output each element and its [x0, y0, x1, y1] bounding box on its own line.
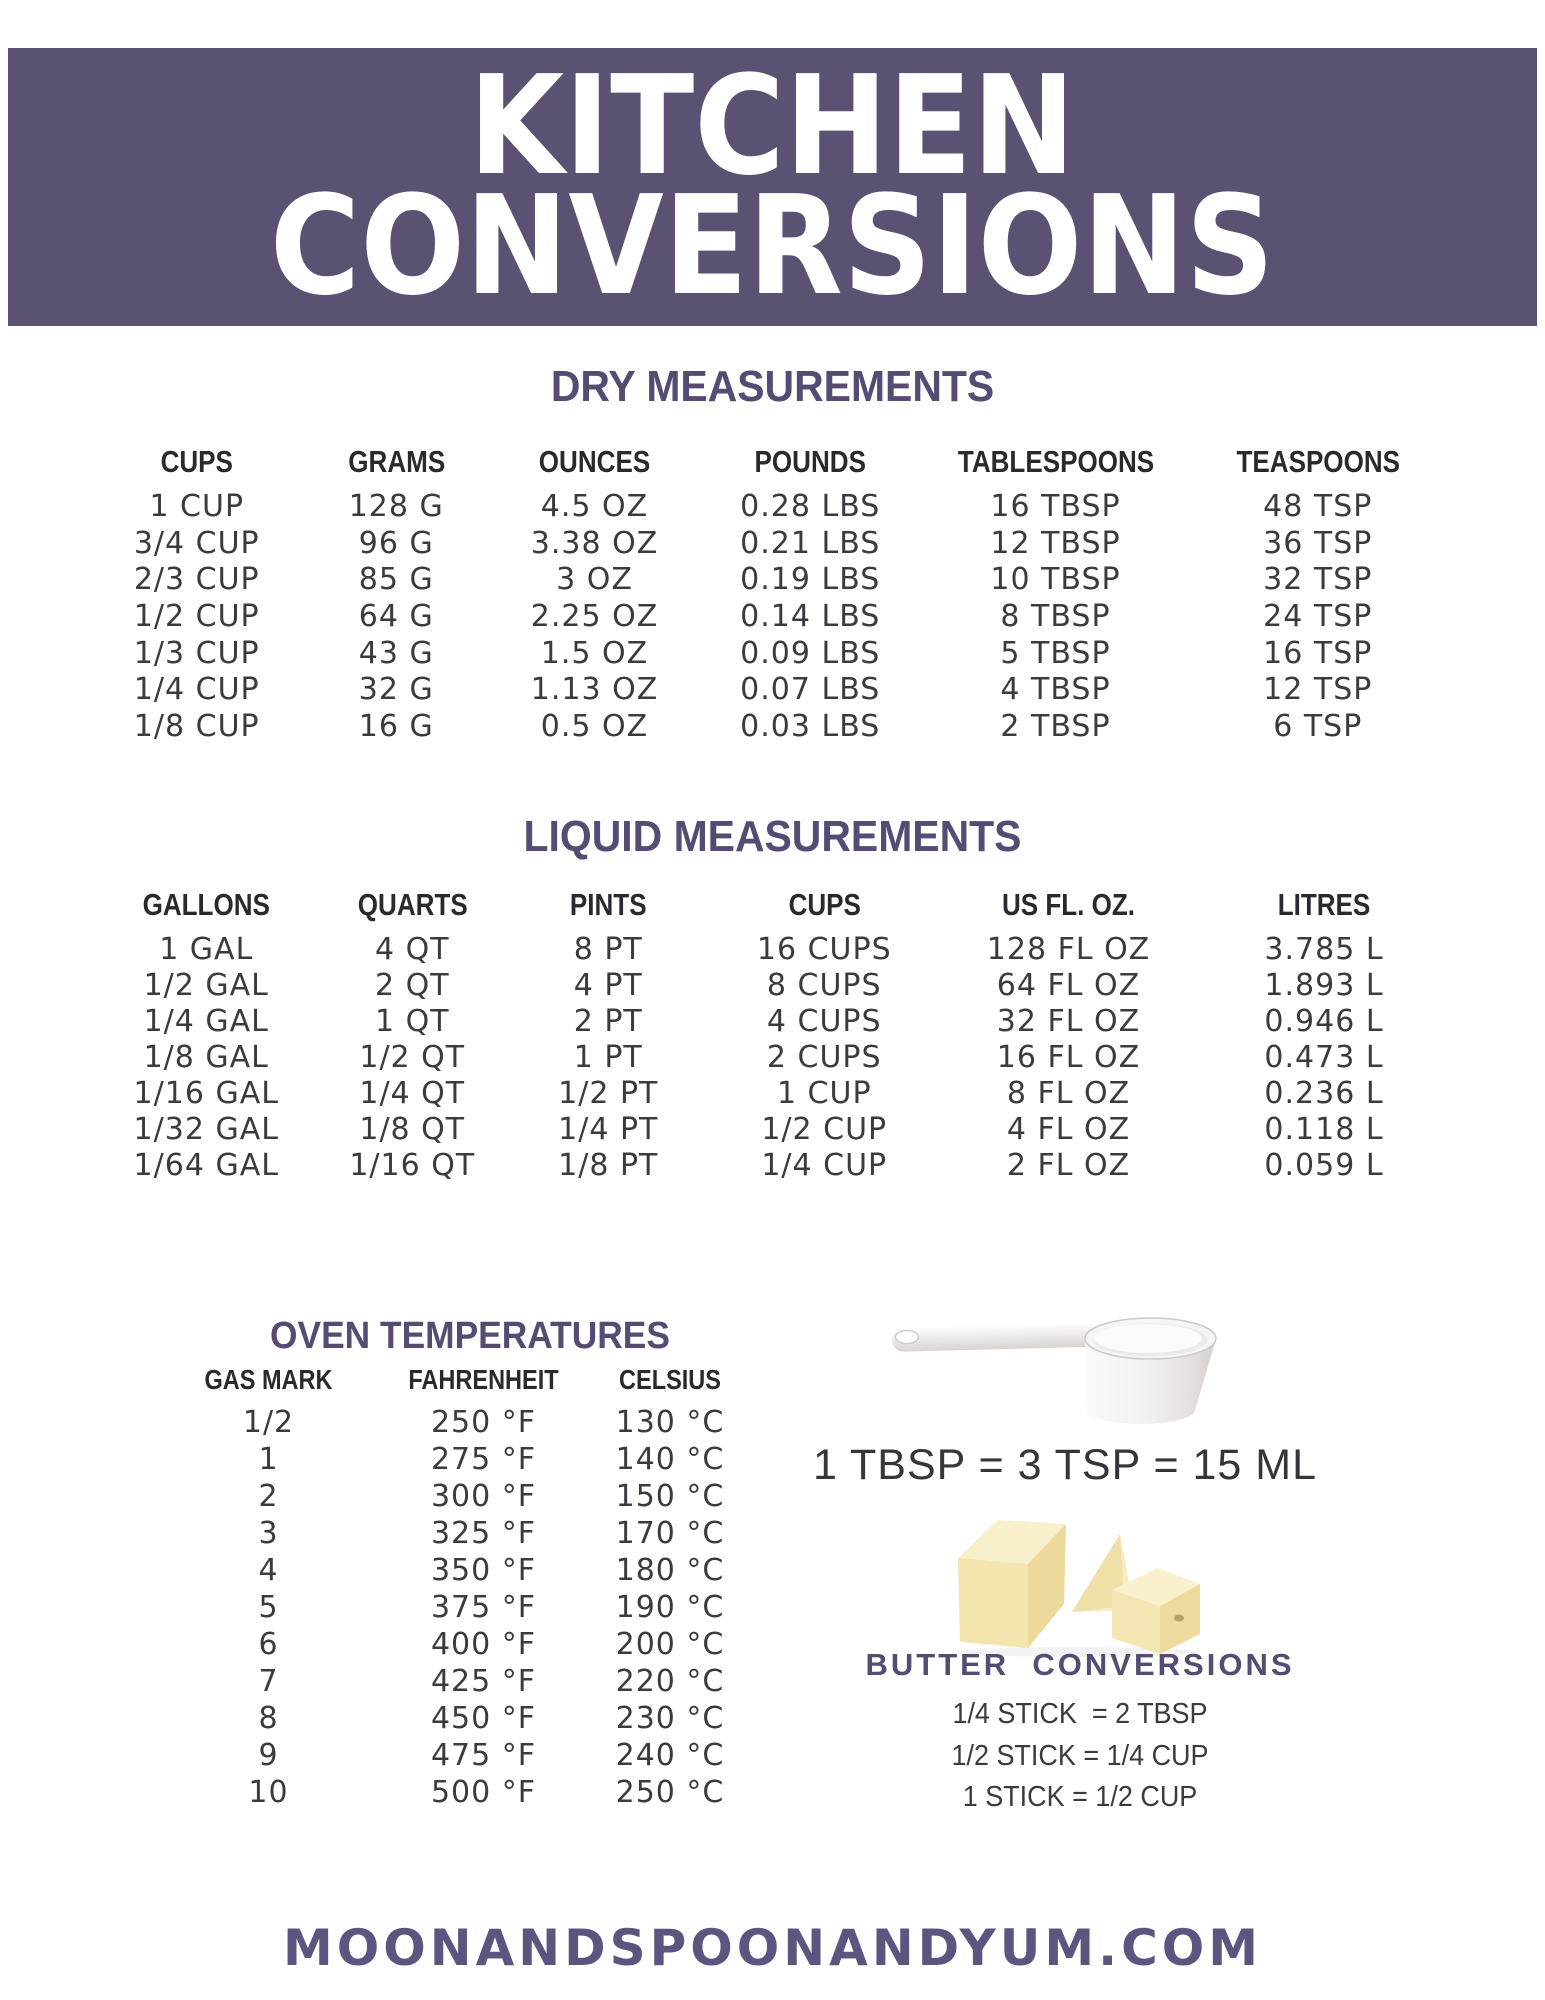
- table-cell: 0.09 LBS: [740, 635, 881, 671]
- table-cell: 9: [258, 1738, 279, 1773]
- table-cell: 5 TBSP: [1000, 635, 1111, 671]
- table-cell: 8: [258, 1701, 279, 1736]
- table-cell: 2 QT: [374, 967, 450, 1003]
- table-cell: 6: [258, 1627, 279, 1662]
- column-header: CELSIUS: [619, 1364, 721, 1395]
- title-banner: [8, 48, 1537, 326]
- table-cell: 32 FL OZ: [996, 1003, 1141, 1039]
- table-cell: 375 °F: [430, 1590, 537, 1625]
- table-cell: 32 TSP: [1263, 562, 1373, 598]
- column-header: GRAMS: [347, 444, 445, 479]
- table-cell: 130 °C: [615, 1405, 725, 1440]
- table-cell: 170 °C: [615, 1516, 725, 1551]
- table-cell: 0.118 L: [1264, 1111, 1384, 1147]
- table-cell: 0.059 L: [1264, 1147, 1384, 1183]
- table-cell: 48 TSP: [1263, 488, 1373, 524]
- table-cell: 4 FL OZ: [1006, 1111, 1131, 1147]
- table-cell: 1/2 GAL: [143, 967, 269, 1003]
- table-cell: 3.785 L: [1264, 931, 1384, 967]
- table-cell: 8 CUPS: [766, 967, 882, 1003]
- table-cell: 0.946 L: [1264, 1003, 1384, 1039]
- table-cell: 12 TSP: [1263, 672, 1373, 708]
- table-cell: 500 °F: [430, 1775, 537, 1810]
- table-cell: 1/2: [242, 1405, 295, 1440]
- table-cell: 12 TBSP: [990, 525, 1121, 561]
- column-header: GAS MARK: [204, 1364, 333, 1395]
- table-cell: 240 °C: [615, 1738, 725, 1773]
- table-cell: 24 TSP: [1263, 598, 1373, 634]
- table-cell: 350 °F: [430, 1553, 537, 1588]
- column-header: FAHRENHEIT: [408, 1364, 559, 1395]
- table-cell: 300 °F: [430, 1479, 537, 1514]
- table-cell: 1 QT: [374, 1003, 450, 1039]
- table-cell: 1/16 GAL: [133, 1075, 279, 1111]
- table-cell: 1/4 PT: [558, 1111, 659, 1147]
- table-cell: 250 °C: [615, 1775, 725, 1810]
- table-cell: 1/8 QT: [359, 1111, 466, 1147]
- column-header: TEASPOONS: [1235, 444, 1400, 479]
- column-header: POUNDS: [754, 444, 866, 479]
- table-cell: 450 °F: [430, 1701, 537, 1736]
- table-cell: 6 TSP: [1273, 708, 1363, 744]
- dry-measurements-heading: DRY MEASUREMENTS: [550, 362, 995, 411]
- table-cell: 16 TBSP: [990, 488, 1121, 524]
- table-cell: 96 G: [358, 525, 434, 561]
- table-cell: 8 TBSP: [1000, 598, 1111, 634]
- table-cell: 3 OZ: [556, 562, 633, 598]
- table-cell: 4: [258, 1553, 279, 1588]
- table-cell: 2 FL OZ: [1006, 1147, 1131, 1183]
- table-cell: 0.236 L: [1264, 1075, 1384, 1111]
- table-cell: 4 PT: [573, 967, 643, 1003]
- page-title-line-1: KITCHEN: [469, 47, 1076, 206]
- table-cell: 4 CUPS: [766, 1003, 882, 1039]
- website-footer: MOONANDSPOONANDYUM.COM: [282, 1919, 1263, 1977]
- table-cell: 1.13 OZ: [530, 672, 659, 708]
- table-cell: 1/4 GAL: [143, 1003, 269, 1039]
- table-cell: 0.21 LBS: [740, 525, 881, 561]
- table-cell: 10: [248, 1775, 289, 1810]
- table-cell: 1/2 QT: [359, 1039, 466, 1075]
- table-cell: 150 °C: [615, 1479, 725, 1514]
- table-cell: 1.5 OZ: [540, 635, 649, 671]
- oven-temperatures-heading: OVEN TEMPERATURES: [270, 1315, 670, 1357]
- butter-image: [948, 1508, 1210, 1658]
- table-cell: 2 CUPS: [766, 1039, 882, 1075]
- table-cell: 128 G: [348, 488, 444, 524]
- table-cell: 0.19 LBS: [740, 562, 881, 598]
- table-cell: 16 G: [358, 708, 434, 744]
- liquid-measurements-heading: LIQUID MEASUREMENTS: [523, 812, 1022, 861]
- spoon-handle: [892, 1323, 1119, 1352]
- table-cell: 3.38 OZ: [530, 525, 659, 561]
- table-cell: 140 °C: [615, 1442, 725, 1477]
- table-cell: 425 °F: [430, 1664, 537, 1699]
- table-cell: 230 °C: [615, 1701, 725, 1736]
- table-cell: 0.28 LBS: [740, 488, 881, 524]
- column-header: PINTS: [569, 887, 647, 922]
- table-cell: 4.5 OZ: [540, 488, 649, 524]
- table-cell: 1/32 GAL: [133, 1111, 279, 1147]
- table-cell: 1 GAL: [159, 931, 254, 967]
- table-cell: 475 °F: [430, 1738, 537, 1773]
- page-title-line-2: CONVERSIONS: [270, 167, 1275, 326]
- table-cell: 180 °C: [615, 1553, 725, 1588]
- table-cell: 1/64 GAL: [133, 1147, 279, 1183]
- table-cell: 16 CUPS: [756, 931, 892, 967]
- table-cell: 5: [258, 1590, 279, 1625]
- table-cell: 2 PT: [573, 1003, 643, 1039]
- column-header: OUNCES: [538, 444, 651, 479]
- table-cell: 1: [258, 1442, 279, 1477]
- table-cell: 64 G: [358, 598, 434, 634]
- table-cell: 1/8 GAL: [143, 1039, 269, 1075]
- table-cell: 8 FL OZ: [1006, 1075, 1131, 1111]
- table-cell: 0.03 LBS: [740, 708, 881, 744]
- table-cell: 220 °C: [615, 1664, 725, 1699]
- table-cell: 1 PT: [573, 1039, 643, 1075]
- table-cell: 2 TBSP: [1000, 708, 1111, 744]
- table-cell: 1.893 L: [1264, 967, 1384, 1003]
- table-cell: 32 G: [358, 672, 434, 708]
- table-cell: 2: [258, 1479, 279, 1514]
- table-cell: 1/4 QT: [359, 1075, 466, 1111]
- table-cell: 0.5 OZ: [540, 708, 649, 744]
- table-cell: 190 °C: [615, 1590, 725, 1625]
- tbsp-tsp-ml-equation: 1 TBSP = 3 TSP = 15 ML: [812, 1441, 1318, 1489]
- table-cell: 3/4 CUP: [133, 525, 260, 561]
- table-cell: 0.473 L: [1264, 1039, 1384, 1075]
- column-header: CUPS: [788, 887, 861, 922]
- column-header: CUPS: [160, 444, 233, 479]
- table-cell: 1/8 CUP: [133, 708, 260, 744]
- liquid-measurements-table: [95, 879, 1450, 1183]
- table-cell: 325 °F: [430, 1516, 537, 1551]
- table-cell: 8 PT: [573, 931, 643, 967]
- butter-block-large: [958, 1520, 1066, 1648]
- measuring-cup-image: [858, 1298, 1238, 1434]
- table-cell: 1/2 CUP: [761, 1111, 888, 1147]
- dry-measurements-table: [95, 436, 1450, 745]
- column-header: QUARTS: [357, 887, 468, 922]
- table-cell: 2/3 CUP: [133, 562, 260, 598]
- butter-conversions-heading: BUTTER CONVERSIONS: [865, 1647, 1295, 1682]
- oven-temperatures-table: [150, 1356, 760, 1811]
- column-header: GALLONS: [142, 887, 270, 922]
- table-cell: 0.14 LBS: [740, 598, 881, 634]
- butter-conversion-line: 1/4 STICK = 2 TBSP: [952, 1698, 1208, 1730]
- table-cell: 1/3 CUP: [133, 635, 260, 671]
- table-cell: 0.07 LBS: [740, 672, 881, 708]
- table-cell: 1/16 QT: [349, 1147, 476, 1183]
- table-cell: 64 FL OZ: [996, 967, 1141, 1003]
- table-cell: 4 TBSP: [1000, 672, 1111, 708]
- butter-conversion-line: 1/2 STICK = 1/4 CUP: [951, 1739, 1209, 1772]
- column-header: US FL. OZ.: [1001, 887, 1136, 922]
- table-cell: 1/2 CUP: [133, 598, 260, 634]
- table-cell: 1/4 CUP: [761, 1147, 888, 1183]
- table-cell: 36 TSP: [1263, 525, 1373, 561]
- butter-conversion-lines: [795, 1694, 1365, 1819]
- table-cell: 7: [258, 1664, 279, 1699]
- column-header: LITRES: [1277, 887, 1371, 922]
- table-cell: 1 CUP: [776, 1075, 872, 1111]
- table-cell: 400 °F: [430, 1627, 537, 1662]
- table-cell: 16 FL OZ: [996, 1039, 1141, 1075]
- table-cell: 1/2 PT: [558, 1075, 659, 1111]
- spoon-cup: [1085, 1318, 1216, 1424]
- butter-conversion-line: 1 STICK = 1/2 CUP: [962, 1781, 1198, 1813]
- table-cell: 3: [258, 1516, 279, 1551]
- table-cell: 275 °F: [430, 1442, 537, 1477]
- table-cell: 1/4 CUP: [133, 672, 260, 708]
- table-cell: 128 FL OZ: [986, 931, 1151, 967]
- table-cell: 2.25 OZ: [530, 598, 659, 634]
- table-cell: 1 CUP: [149, 488, 245, 524]
- table-cell: 4 QT: [374, 931, 450, 967]
- table-cell: 1/8 PT: [558, 1147, 659, 1183]
- table-cell: 43 G: [358, 635, 434, 671]
- table-cell: 250 °F: [430, 1405, 537, 1440]
- column-header: TABLESPOONS: [957, 444, 1154, 479]
- table-cell: 16 TSP: [1263, 635, 1373, 671]
- table-cell: 10 TBSP: [990, 562, 1121, 598]
- table-cell: 85 G: [358, 562, 434, 598]
- table-cell: 200 °C: [615, 1627, 725, 1662]
